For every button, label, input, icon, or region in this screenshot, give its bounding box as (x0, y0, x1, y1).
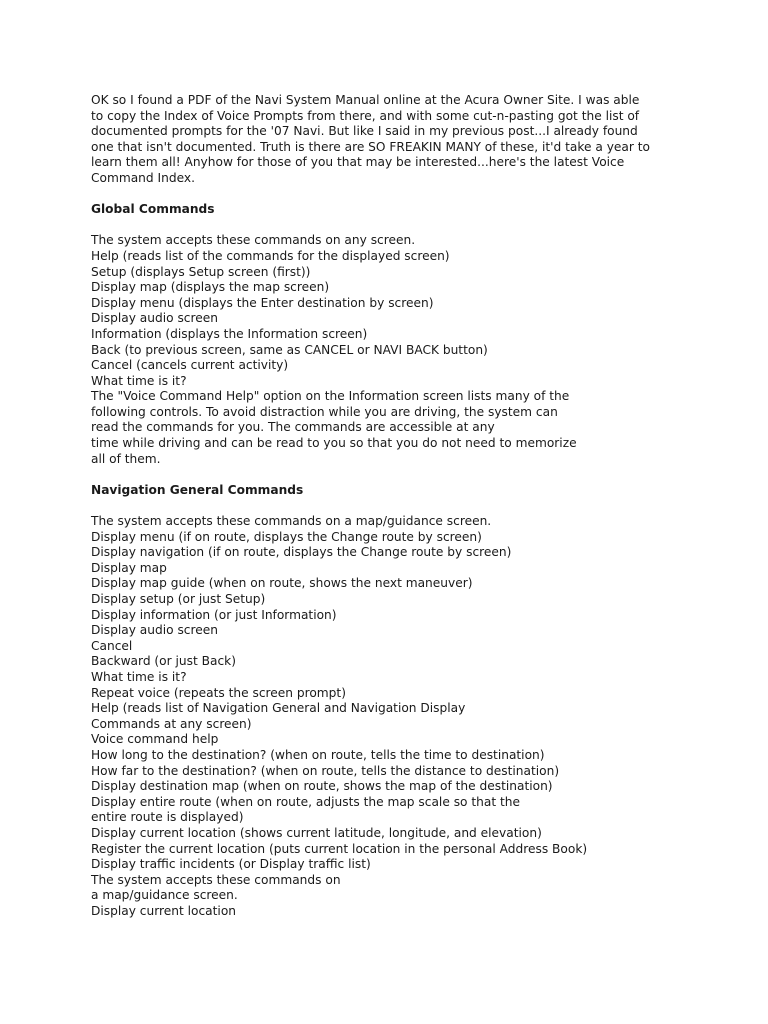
global-commands-heading: Global Commands (91, 202, 215, 217)
command-line: The system accepts these commands on a map/guidance screen. (91, 514, 492, 529)
command-line: entire route is displayed) (91, 810, 244, 825)
intro-line: documented prompts for the '07 Navi. But like I said in my previous post...I already found (91, 124, 638, 139)
command-line: Display audio screen (91, 623, 218, 638)
command-line: Display menu (if on route, displays the Change route by screen) (91, 529, 482, 544)
document-page (91, 93, 691, 919)
intro-line: to copy the Index of Voice Prompts from there, and with some cut-n-pasting got the list of (91, 108, 640, 123)
command-line: Register the current location (puts current location in the personal Address Book) (91, 841, 588, 856)
navigation-commands-list (91, 514, 691, 919)
intro-line: learn them all! Anyhow for those of you that may be interested...here's the latest Voice (91, 155, 625, 170)
command-line: How far to the destination? (when on route, tells the distance to destination) (91, 763, 560, 778)
command-line: Setup (displays Setup screen (first)) (91, 264, 311, 279)
command-line: all of them. (91, 451, 161, 466)
command-line: What time is it? (91, 669, 187, 684)
command-line: Help (reads list of Navigation General and Navigation Display (91, 701, 466, 716)
intro-line: OK so I found a PDF of the Navi System Manual online at the Acura Owner Site. I was able (91, 93, 640, 107)
command-line: Display map (91, 560, 167, 575)
command-line: a map/guidance screen. (91, 888, 238, 903)
command-line: time while driving and can be read to you so that you do not need to memorize (91, 436, 577, 451)
command-line: Cancel (cancels current activity) (91, 358, 289, 373)
spacer (91, 467, 691, 483)
spacer (91, 187, 691, 203)
command-line: following controls. To avoid distraction while you are driving, the system can (91, 404, 558, 419)
global-commands-list (91, 233, 691, 467)
intro-line: one that isn't documented. Truth is there are SO FREAKIN MANY of these, it'd take a year to (91, 139, 650, 154)
command-line: Display audio screen (91, 311, 218, 326)
command-line: Display map (displays the map screen) (91, 280, 330, 295)
spacer (91, 498, 691, 514)
command-line: The "Voice Command Help" option on the Information screen lists many of the (91, 389, 570, 404)
command-line: The system accepts these commands on any screen. (91, 233, 416, 248)
command-line: Display destination map (when on route, shows the map of the destination) (91, 779, 553, 794)
command-line: Display entire route (when on route, adjusts the map scale so that the (91, 794, 520, 809)
command-line: Voice command help (91, 732, 219, 747)
command-line: Display menu (displays the Enter destination by screen) (91, 295, 434, 310)
command-line: How long to the destination? (when on route, tells the time to destination) (91, 747, 545, 762)
command-line: The system accepts these commands on (91, 872, 341, 887)
command-line: Display map guide (when on route, shows the next maneuver) (91, 576, 473, 591)
spacer (91, 218, 691, 234)
intro-line: Command Index. (91, 170, 195, 185)
command-line: Display current location (shows current latitude, longitude, and elevation) (91, 825, 542, 840)
command-line: Backward (or just Back) (91, 654, 236, 669)
command-line: Display current location (91, 903, 236, 918)
command-line: Repeat voice (repeats the screen prompt) (91, 685, 346, 700)
intro-paragraph (91, 93, 691, 187)
command-line: Display information (or just Information) (91, 607, 337, 622)
command-line: Display setup (or just Setup) (91, 592, 266, 606)
command-line: Back (to previous screen, same as CANCEL or NAVI BACK button) (91, 342, 488, 357)
command-line: Information (displays the Information screen) (91, 326, 368, 341)
command-line: read the commands for you. The commands are accessible at any (91, 420, 495, 435)
command-line: Display traffic incidents (or Display traffic list) (91, 857, 371, 872)
command-line: Commands at any screen) (91, 716, 252, 731)
command-line: Cancel (91, 638, 133, 653)
command-line: What time is it? (91, 373, 187, 388)
command-line: Help (reads list of the commands for the displayed screen) (91, 248, 450, 263)
command-line: Display navigation (if on route, displays the Change route by screen) (91, 545, 512, 560)
navigation-commands-heading: Navigation General Commands (91, 482, 304, 497)
